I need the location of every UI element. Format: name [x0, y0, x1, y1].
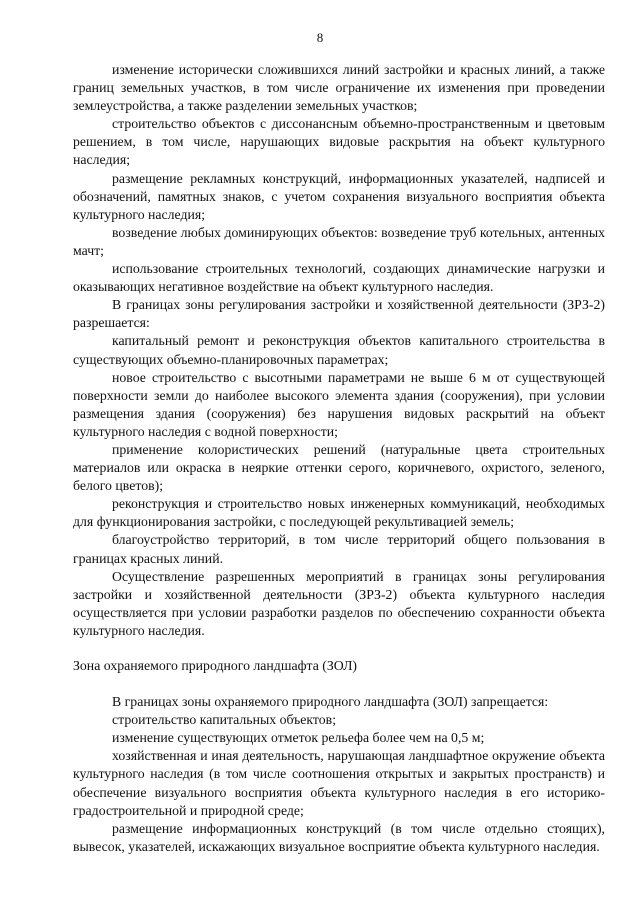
paragraph: хозяйственная и иная деятельность, нарушающая ландшафтное окружение объекта культурного наследия (в том числе соотношения открытых и закрытых пространств) и обеспечение визуального восприятия объекта культурного наследия в его историко-градостроительной и природной среде; [73, 748, 605, 818]
paragraph: благоустройство территорий, в том числе территорий общего пользования в границах красных линий. [73, 532, 605, 566]
paragraph: использование строительных технологий, создающих динамические нагрузки и оказывающих негативное воздействие на объект культурного наследия. [73, 261, 605, 295]
paragraph: строительство объектов с диссонансным объемно-пространственным и цветовым решением, в том числе, нарушающих видовые раскрытия на объект культурного наследия; [73, 116, 605, 168]
paragraph: реконструкция и строительство новых инженерных коммуникаций, необходимых для функционирования застройки, с последующей рекультивацией земель; [73, 496, 605, 530]
paragraph: капитальный ремонт и реконструкция объектов капитального строительства в существующих объемно-планировочных параметрах; [73, 333, 605, 367]
paragraph: размещение рекламных конструкций, информационных указателей, надписей и обозначений, памятных знаков, с учетом сохранения визуального восприятия объекта культурного наследия; [73, 170, 605, 222]
paragraph: изменение существующих отметок рельефа более чем на 0,5 м; [112, 730, 485, 746]
paragraph: изменение исторически сложившихся линий застройки и красных линий, а также границ земельных участков, в том числе ограничение их изменения при проведении землеустройства, а также разделении земельных участков; [73, 62, 605, 114]
paragraph: размещение информационных конструкций (в том числе отдельно стоящих), вывесок, указателей, искажающих визуальное восприятие объекта культурного наследия. [73, 820, 605, 854]
paragraph: строительство капитальных объектов; [112, 712, 337, 728]
paragraph: применение колористических решений (натуральные цвета строительных материалов или окраска в неяркие оттенки серого, коричневого, охристого, зеленого, белого цветов); [73, 441, 605, 494]
paragraph: новое строительство с высотными параметрами не выше 6 м от существующей поверхности земли до наиболее высокого элемента здания (сооружения), при условии размещения здания (сооружения) без нарушения видовых раскрытий на объект культурного наследия с водной поверхности; [73, 369, 605, 439]
paragraph: возведение любых доминирующих объектов: возведение труб котельных, антенных мачт; [73, 224, 605, 258]
paragraph: В границах зоны регулирования застройки и хозяйственной деятельности (ЗРЗ-2) разрешается: [73, 297, 605, 331]
section-heading: Зона охраняемого природного ландшафта (ЗОЛ) [73, 658, 358, 673]
document-body [73, 61, 605, 856]
page-number: 8 [316, 30, 324, 45]
paragraph: В границах зоны охраняемого природного ландшафта (ЗОЛ) запрещается: [112, 694, 549, 710]
paragraph: Осуществление разрешенных мероприятий в границах зоны регулирования застройки и хозяйственной деятельности (ЗРЗ-2) объекта культурного наследия осуществляется при условии разработки разделов по обеспечению сохранности объекта культурного наследия. [73, 568, 605, 638]
